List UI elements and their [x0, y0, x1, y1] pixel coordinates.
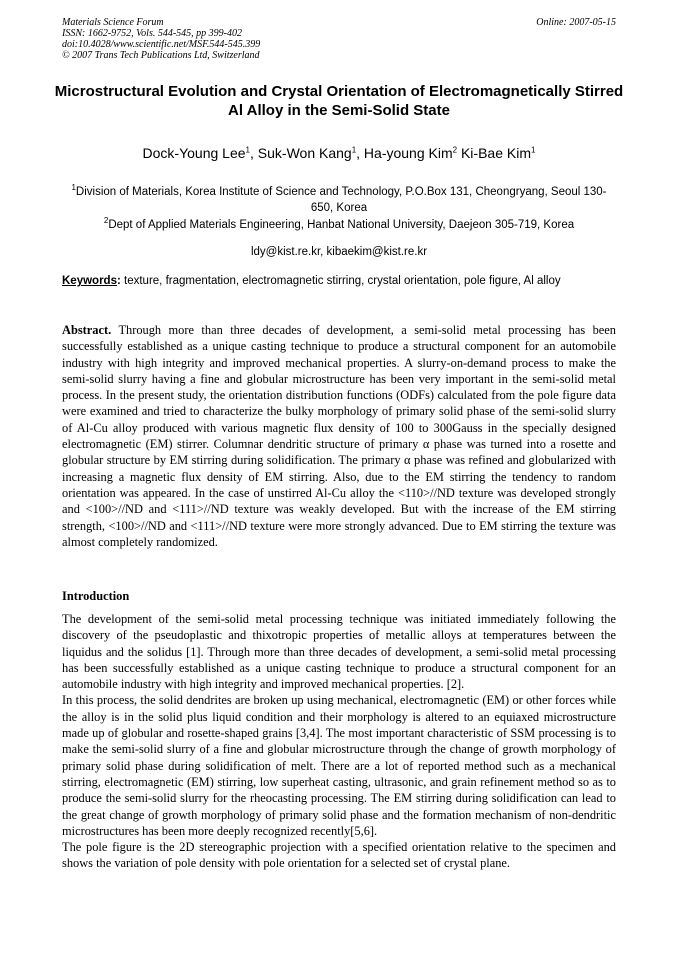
intro-paragraph-2: In this process, the solid dendrites are broken up using mechanical, electromagnetic (EM) or other forces while the alloy is in the solid plus liquid condition and their morphology is altered to an equiaxed microstructure made up of globular and rosette-shaped grains [3,4]. The most important characteristic of SSM processing is to make the semi-solid slurry of a fine and globular microstructure through the change of growth morphology of primary solid phase during solidification of melt. There are a lot of reported method such as a mechanical stirring, electromagnetic (EM) stirring, low superheat casting, ultrasonic, and grain refinement method so as to produce the semi-solid slurry for the rheocasting processing. The EM stirring during solidification can lead to the great change of growth morphology of primary solid phase and the formation mechanism of non-dendritic microstructures has been more deeply recognized recently[5,6].	[62, 693, 616, 838]
introduction-heading: Introduction	[62, 589, 130, 603]
keywords-line	[62, 275, 616, 287]
keywords-text: texture, fragmentation, electromagnetic stirring, crystal orientation, pole figure, Al alloy	[124, 275, 561, 287]
author-sup: 1	[245, 145, 250, 155]
affiliation-text: Dept of Applied Materials Engineering, Hanbat National University, Daejeon 305-719, Korea	[108, 218, 575, 231]
copyright-line: © 2007 Trans Tech Publications Ltd, Switzerland	[62, 50, 260, 61]
abstract-text: Through more than three decades of development, a semi-solid metal processing has been successfully established as a unique casting technique to produce a structural component for an automobile industry with high integrity and improved mechanical properties. A slurry-on-demand process to make the semi-solid slurry having a fine and globular microstructure has been very important in the semi-solid metal process. In the present study, the orientation distribution functions (ODFs) calculated from the pole figure data were examined and tried to characterize the bulky morphology of primary solid phase of the semi-solid slurry of Al-Cu alloy produced with various magnetic flux density of 100 to 300Gauss in the specially designed electromagnetic (EM) stirrer. Columnar dendritic structure of primary α phase was turned into a rosette and globular structure by EM stirring during solidification. The primary α phase was refined and globularized with increasing a magnetic flux density of EM stirring. Also, due to the EM stirring the tendency to random orientation was appeared. In the case of unstirred Al-Cu alloy the <110>//ND texture was developed strongly and <100>//ND and <111>//ND texture was weakly developed. But with the increase of the EM stirring strength, <100>//ND and <111>//ND texture were more strongly advanced. Due to EM stirring the texture was almost completely randomized.	[62, 323, 617, 549]
author-sup: 2	[452, 145, 458, 155]
author-name: Suk-Won Kang	[257, 145, 352, 161]
online-date: Online: 2007-05-15	[536, 17, 616, 28]
abstract-label: Abstract.	[62, 323, 112, 337]
author-sup: 1	[531, 145, 536, 155]
author-sup: 1	[351, 145, 357, 155]
affiliation-2	[62, 213, 616, 233]
author-name: Ki-Bae Kim	[460, 145, 531, 161]
intro-paragraph-1: The development of the semi-solid metal processing technique was initiated immediately following the discovery of the pseudoplastic and thixotropic properties of metallic alloys at temperatures between the liquidus and the solidus [1]. Through more than three decades of development, a semi-solid metal processing has been successfully established as a unique casting technique to produce a structural component for an automobile industry with high integrity and improved mechanical properties. [2].	[62, 612, 616, 692]
intro-paragraph-3: The pole figure is the 2D stereographic projection with a specified orientation relative to the specimen and shows the variation of pole density with pole orientation for a selected set of crystal plane.	[62, 840, 616, 871]
affiliation-text: Division of Materials, Korea Institute of Science and Technology, P.O.Box 131, Cheongryang, Seoul 130-650, Korea	[75, 185, 607, 214]
journal-header	[62, 17, 616, 61]
affiliation-sup: 1	[71, 183, 76, 192]
keywords-colon: :	[116, 275, 121, 287]
paper-title: Microstructural Evolution and Crystal Orientation of Electromagnetically Stirred Al Alloy in the Semi-Solid State	[54, 83, 624, 119]
email-line: ldy@kist.re.kr, kibaekim@kist.re.kr	[250, 246, 428, 258]
author-list: Dock-Young Lee$^1$, Suk-Won Kang$^1$, Ha-young Kim$^2$ Ki-Bae Kim$^1$	[142, 145, 536, 161]
doi-line: doi:10.4028/www.scientific.net/MSF.544-545.399	[62, 39, 261, 50]
journal-name: Materials Science Forum	[62, 17, 164, 28]
author-name: Dock-Young Lee	[142, 145, 246, 161]
affiliation-1	[62, 180, 616, 216]
abstract-paragraph	[62, 322, 616, 550]
keywords-label: Keywords	[62, 275, 117, 287]
affiliation-sup: 2	[103, 216, 109, 225]
introduction-body	[62, 611, 616, 872]
issn-line: ISSN: 1662-9752, Vols. 544-545, pp 399-402	[62, 28, 242, 39]
author-name: Ha-young Kim	[363, 145, 453, 161]
